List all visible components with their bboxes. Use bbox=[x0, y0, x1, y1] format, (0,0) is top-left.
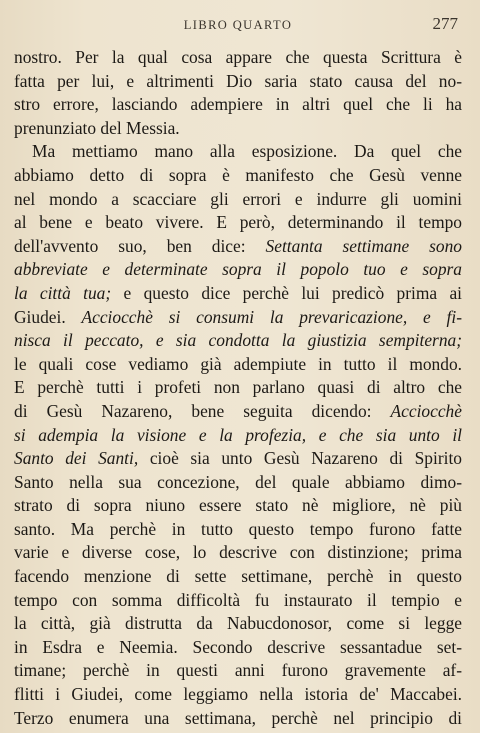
text-line: tempo con somma difficoltà fu instaurato il tempio e bbox=[14, 589, 462, 610]
text-line: E perchè tutti i profeti non parlano quasi di altro che bbox=[14, 377, 462, 398]
text-line bbox=[14, 258, 462, 282]
text-line: abbiamo detto di sopra è manifesto che Gesù venne bbox=[14, 164, 462, 185]
text-line: di Gesù Nazareno, bene seguita dicendo: Acciocchè bbox=[14, 400, 462, 421]
text-line: stro errore, lasciando adempiere in altri quel che li ha bbox=[14, 94, 462, 115]
text-line: prenunziato del Messia. bbox=[14, 117, 180, 138]
running-header bbox=[14, 14, 462, 40]
italic-quote: si adempia la visione e la profezia, e che sia unto il bbox=[14, 424, 462, 445]
text-line: le quali cose vediamo già adempiute in tutto il mondo. bbox=[14, 353, 462, 374]
italic-quote: nisca il peccato, e sia condotta la giustizia sempiterna; bbox=[14, 330, 462, 351]
running-title: LIBRO QUARTO bbox=[183, 18, 293, 32]
italic-quote: Settanta settimane sono bbox=[265, 235, 462, 256]
text-line bbox=[14, 329, 462, 353]
text-line: facendo menzione di sette settimane, perchè in questo bbox=[14, 566, 462, 587]
text-line: strato di sopra niuno essere stato nè migliore, nè più bbox=[14, 495, 462, 516]
text-line: la città tua; e questo dice perchè lui predicò prima ai bbox=[14, 282, 462, 303]
text-line: Giudei. Acciocchè si consumi la prevaricazione, e fi- bbox=[14, 306, 462, 327]
text-line: flitti i Giudei, come leggiamo nella istoria de' Maccabei. bbox=[14, 684, 462, 705]
text-line: Santo dei Santi, cioè sia unto Gesù Nazareno di Spirito bbox=[14, 448, 462, 469]
italic-quote: la città tua; bbox=[14, 282, 112, 303]
text-line: Santo nella sua concezione, del quale abbiamo dimo- bbox=[14, 471, 462, 492]
body-text bbox=[14, 46, 462, 730]
italic-quote: Acciocchè bbox=[390, 400, 462, 421]
italic-quote: abbreviate e determinate sopra il popolo tuo e sopra bbox=[14, 259, 462, 280]
text-line: nostro. Per la qual cosa appare che questa Scrittura è bbox=[14, 47, 462, 67]
text-line: varie e diverse cose, lo descrive con distinzione; prima bbox=[14, 542, 462, 563]
text-line: fatta per lui, e altrimenti Dio saria stato causa del no- bbox=[14, 70, 462, 91]
text-line: Ma mettiamo mano alla esposizione. Da quel che bbox=[32, 141, 462, 162]
italic-quote: Acciocchè si consumi la prevaricazione, e fi- bbox=[81, 306, 462, 327]
text-line: timane; perchè in questi anni furono gravemente af- bbox=[14, 660, 462, 681]
text-line: in Esdra e Neemia. Secondo descrive sessantadue set- bbox=[14, 636, 462, 657]
text-line bbox=[14, 424, 462, 448]
text-line: santo. Ma perchè in tutto questo tempo furono fatte bbox=[14, 518, 462, 539]
text-line: la città, già distrutta da Nabucdonosor, come si legge bbox=[14, 613, 462, 634]
italic-quote: Santo dei Santi, bbox=[14, 448, 139, 469]
text-line: dell'avvento suo, ben dice: Settanta settimane sono bbox=[14, 235, 462, 256]
text-line: nel mondo a scacciare gli errori e indurre gli uomini bbox=[14, 188, 462, 209]
page-number: 277 bbox=[432, 14, 458, 33]
text-line: Terzo enumera una settimana, perchè nel principio di bbox=[14, 707, 462, 728]
text-line: al bene e beato vivere. E però, determinando il tempo bbox=[14, 212, 462, 233]
